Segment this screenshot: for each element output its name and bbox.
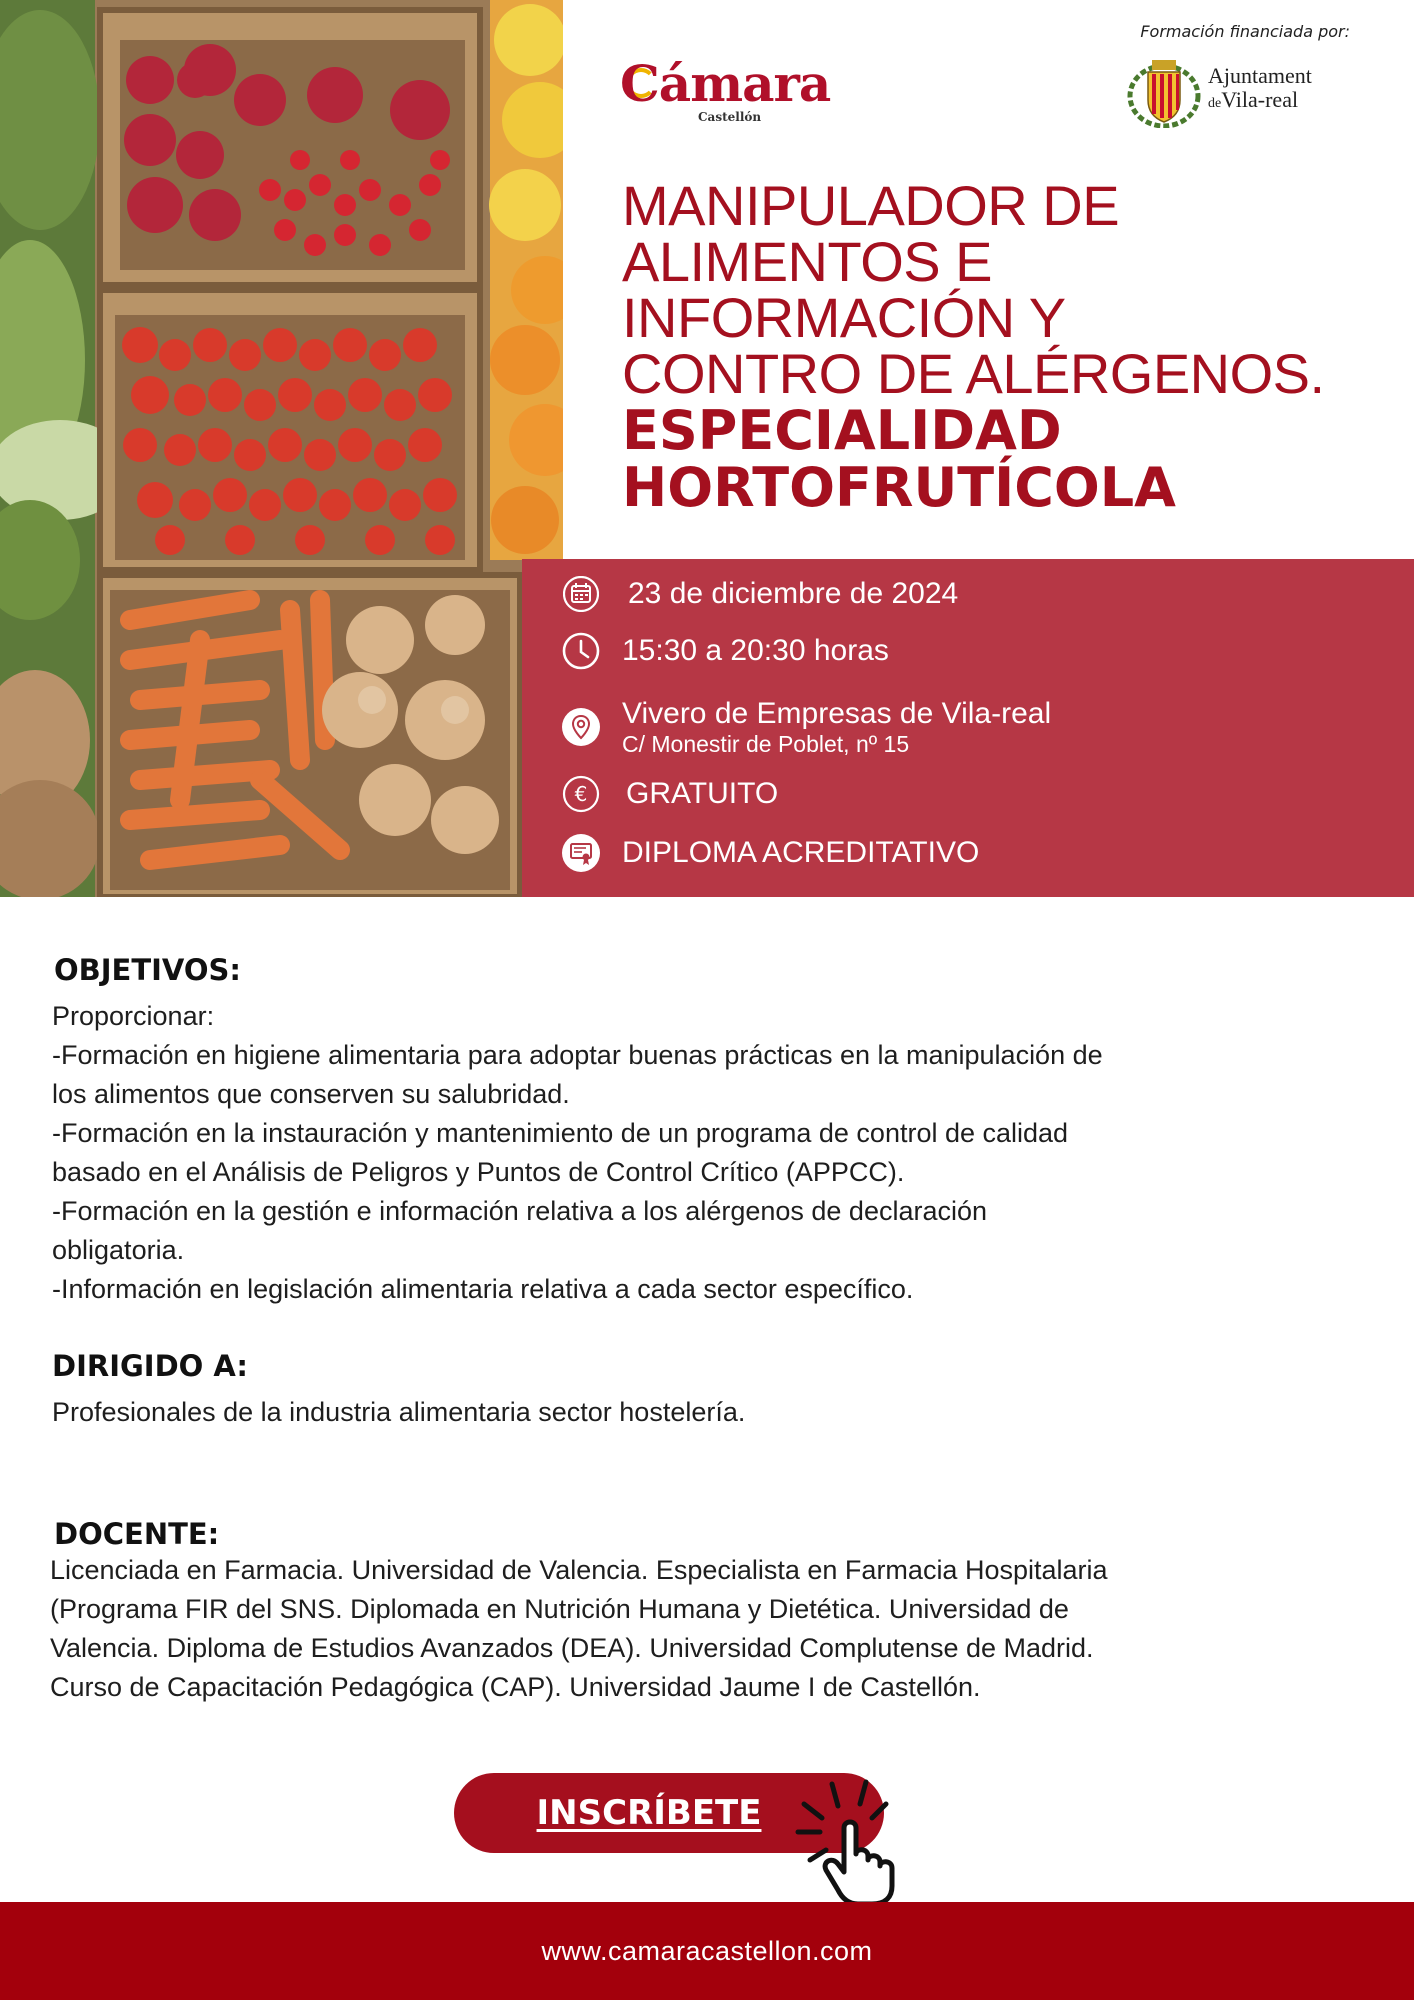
ajuntament-vila-real-logo (1126, 52, 1356, 130)
docente-line: Curso de Capacitación Pedagógica (CAP). Universidad Jaume I de Castellón. (50, 1672, 981, 1702)
svg-text:€: € (574, 782, 588, 806)
clock-icon (562, 632, 600, 670)
ajuntament-crest-icon (1126, 56, 1202, 128)
footer-bar (0, 1902, 1414, 2000)
title-line: INFORMACIÓN Y (622, 286, 1066, 349)
info-time (562, 632, 889, 670)
location-address: C/ Monestir de Poblet, nº 15 (622, 731, 910, 757)
docente-line: Licenciada en Farmacia. Universidad de Valencia. Especialista en Farmacia Hospitalaria (50, 1555, 1108, 1585)
pointing-hand-icon (786, 1776, 936, 1906)
info-price-text: GRATUITO (626, 777, 779, 810)
location-pin-icon (562, 708, 600, 746)
info-location-text (622, 697, 1051, 757)
title-specialty-line: ESPECIALIDAD (622, 399, 1062, 462)
info-date (562, 575, 958, 613)
info-date-text: 23 de diciembre de 2024 (628, 577, 959, 610)
info-price (562, 775, 778, 813)
funded-by-label: Formación financiada por: (1140, 22, 1350, 41)
docente-heading: DOCENTE: (54, 1517, 220, 1551)
course-info-band (522, 559, 1414, 897)
objetivos-line: los alimentos que conserven su salubridad. (52, 1079, 570, 1109)
calendar-icon (562, 575, 600, 613)
hero-produce-image (0, 0, 563, 897)
camara-castellon-logo (620, 54, 840, 130)
docente-text (50, 1551, 1370, 1707)
title-line: CONTRO DE ALÉRGENOS. (622, 342, 1325, 405)
certificate-icon (562, 834, 600, 872)
objetivos-line: -Formación en la instauración y mantenimiento de un programa de control de calidad (52, 1118, 1069, 1148)
title-line: MANIPULADOR DE (622, 174, 1120, 237)
course-title (622, 174, 1392, 519)
title-specialty-line: HORTOFRUTÍCOLA (622, 456, 1176, 519)
info-diploma-text: DIPLOMA ACREDITATIVO (622, 836, 980, 869)
dirigido-heading: DIRIGIDO A: (52, 1349, 248, 1383)
info-diploma (562, 834, 979, 872)
objetivos-line: obligatoria. (52, 1235, 185, 1265)
objetivos-line: Proporcionar: (52, 1001, 215, 1031)
info-location (562, 697, 1051, 757)
dirigido-text: Profesionales de la industria alimentaria sector hostelería. (52, 1397, 746, 1427)
camara-logo-word: Cámara (620, 54, 831, 113)
docente-line: Valencia. Diploma de Estudios Avanzados (DEA). Universidad Complutense de Madrid. (50, 1633, 1094, 1663)
info-time-text: 15:30 a 20:30 horas (622, 634, 889, 667)
objetivos-line: basado en el Análisis de Peligros y Puntos de Control Crítico (APPCC). (52, 1157, 905, 1187)
objetivos-line: -Formación en la gestión e información relativa a los alérgenos de declaración (52, 1196, 988, 1226)
website-link[interactable]: www.camaracastellon.com (541, 1935, 873, 1966)
camara-logo-sub: Castellón (698, 110, 762, 124)
objetivos-line: -Formación en higiene alimentaria para adoptar buenas prácticas en la manipulación de (52, 1040, 1103, 1070)
location-name: Vivero de Empresas de Vila-real (622, 697, 1052, 730)
objetivos-text (52, 997, 1372, 1309)
objetivos-heading: OBJETIVOS: (54, 953, 241, 987)
objetivos-line: -Información en legislación alimentaria relativa a cada sector específico. (52, 1274, 914, 1304)
docente-line: (Programa FIR del SNS. Diplomada en Nutrición Humana y Dietética. Universidad de (50, 1594, 1069, 1624)
euro-icon (562, 775, 600, 813)
ajuntament-logo-text: Ajuntament deVila-real (1208, 63, 1312, 112)
title-line: ALIMENTOS E (622, 230, 993, 293)
inscribete-button-label: INSCRÍBETE (536, 1793, 762, 1833)
